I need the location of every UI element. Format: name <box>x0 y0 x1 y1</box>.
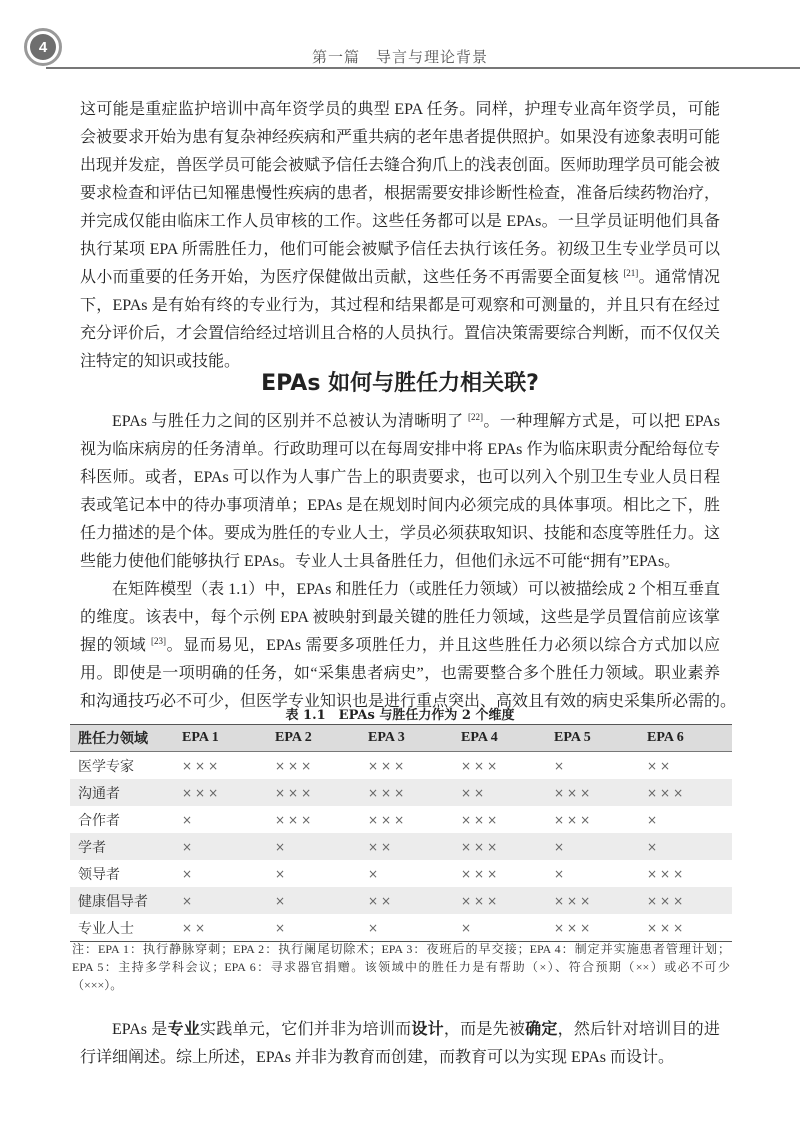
text-run: 下，EPAs 是有始有终的专业行为，其过程和结果都是可观察和可测量的，并且只有在经过 <box>80 297 720 314</box>
rating-cell: ×× <box>360 887 453 914</box>
text-run: （×××）。 <box>72 978 123 992</box>
text-run: 。一种理解方式是，可以把 EPAs <box>483 413 720 430</box>
rating-cell: × <box>647 812 661 827</box>
column-header-epa: EPA 2 <box>267 725 360 752</box>
text-run: 。显而易见，EPAs 需要多项胜任力，并且这些胜任力必须以综合方式加以应 <box>165 637 720 654</box>
text-run: 。通常情况 <box>638 269 720 286</box>
text-line <box>80 1044 720 1072</box>
bold-text: 设计 <box>411 1021 444 1038</box>
text-line <box>80 632 720 660</box>
text-run: 和沟通技巧必不可少，但医学专业知识也是进行重点突出、高效且有效的病史采集所必需的。 <box>80 693 737 710</box>
text-line <box>80 264 720 292</box>
column-header-epa: EPA 1 <box>174 725 267 752</box>
paragraph-3 <box>80 576 737 716</box>
paragraph-1 <box>80 96 720 376</box>
text-line <box>80 180 720 208</box>
competency-domain-cell: 学者 <box>70 833 174 860</box>
text-line <box>72 976 730 994</box>
text-run: 会被要求开始为患有复杂神经疾病和严重共病的老年患者提供照护。如果没有迹象表明可能 <box>80 129 721 146</box>
rating-cell: × <box>174 887 267 914</box>
citation-ref: [21] <box>623 268 639 278</box>
table-row <box>70 833 732 860</box>
text-line <box>80 292 720 320</box>
table-header-row <box>70 725 732 752</box>
column-header-domain: 胜任力领域 <box>70 725 174 752</box>
text-run: 在矩阵模型（表 1.1）中，EPAs 和胜任力（或胜任力领域）可以被描绘成 2 个相互垂直 <box>112 581 720 598</box>
rating-cell: ××× <box>639 779 732 806</box>
text-line <box>80 124 720 152</box>
rating-cell: ××× <box>368 758 408 773</box>
text-run: 用。即使是一项明确的任务，如“采集患者病史”，也需要整合多个胜任力领域。职业素养 <box>80 665 720 682</box>
rating-cell: ××× <box>275 812 315 827</box>
rating-cell: ×× <box>453 779 546 806</box>
column-header-epa: EPA 3 <box>360 725 453 752</box>
text-line <box>80 520 720 548</box>
paragraph-4 <box>80 1016 720 1072</box>
competency-domain-cell: 沟通者 <box>70 779 174 806</box>
text-line <box>80 1016 720 1044</box>
text-run: 从小而重要的任务开始，为医疗保健做出贡献，这些任务不再需要全面复核 <box>80 269 624 286</box>
text-run: 要求检查和评估已知罹患慢性疾病的患者，根据需要安排诊断性检查，准备后续药物治疗， <box>80 185 721 202</box>
rating-cell: ××× <box>546 914 639 942</box>
text-run: EPAs 是 <box>112 1021 168 1038</box>
text-run: ，然后针对培训目的进 <box>557 1021 720 1038</box>
table-row <box>70 860 732 887</box>
rating-cell: ××× <box>546 779 639 806</box>
text-line <box>80 436 720 464</box>
text-run: 注：EPA 1：执行静脉穿刺；EPA 2：执行阑尾切除术；EPA 3：夜班后的早交接；EPA 4：制定并实施患者管理计划； <box>72 942 730 956</box>
text-run: 行详细阐述。综上所述，EPAs 并非为教育而创建，而教育可以为实现 EPAs 而设计。 <box>80 1049 674 1066</box>
text-run: EPAs 与胜任力之间的区别并不总被认为清晰明了 <box>112 413 468 430</box>
rating-cell: × <box>453 914 546 942</box>
rating-cell: ××× <box>453 887 546 914</box>
rating-cell: ×× <box>647 758 674 773</box>
rating-cell: ××× <box>174 779 267 806</box>
text-run: 充分评价后，才会置信给经过培训且合格的人员执行。置信决策需要综合判断，而不仅仅关 <box>80 325 721 342</box>
text-line <box>80 548 720 576</box>
rating-cell: × <box>554 866 568 881</box>
text-run: 些能力使他们能够执行 EPAs。专业人士具备胜任力，但他们永远不可能“拥有”EPAs。 <box>80 553 681 570</box>
rating-cell: × <box>368 866 382 881</box>
table-row <box>70 779 732 806</box>
text-run: 握的领域 <box>80 637 151 654</box>
competency-domain-cell: 健康倡导者 <box>70 887 174 914</box>
rating-cell: × <box>554 758 568 773</box>
rating-cell: × <box>182 866 196 881</box>
page-number: 4 <box>30 34 56 60</box>
rating-cell: ××× <box>275 758 315 773</box>
column-header-epa: EPA 5 <box>546 725 639 752</box>
citation-ref: [23] <box>150 636 166 646</box>
rating-cell: ××× <box>647 866 687 881</box>
rating-cell: ××× <box>554 812 594 827</box>
rating-cell: ××× <box>461 758 501 773</box>
competency-epa-table <box>70 724 732 942</box>
text-line <box>80 492 720 520</box>
text-line <box>72 940 730 958</box>
text-run: 视为临床病房的任务清单。行政助理可以在每周安排中将 EPAs 作为临床职责分配给每位专 <box>80 441 720 458</box>
text-line <box>80 464 720 492</box>
paragraph-2 <box>80 408 720 576</box>
text-line <box>80 96 720 124</box>
rating-cell: × <box>174 833 267 860</box>
rating-cell: ××× <box>182 758 222 773</box>
competency-domain-cell: 领导者 <box>78 867 120 883</box>
text-run: 表或笔记本中的待办事项清单；EPAs 是在规划时间内必须完成的具体事项。相比之下，胜 <box>80 497 720 514</box>
citation-ref: [22] <box>468 412 483 422</box>
rating-cell: × <box>267 914 360 942</box>
table-caption: 表 1.1 EPAs 与胜任力作为 2 个维度 <box>285 708 515 723</box>
text-run: 执行某项 EPA 所需胜任力，他们可能会被赋予信任去执行该任务。初级卫生专业学员可以 <box>80 241 720 258</box>
text-run: 的维度。该表中，每个示例 EPA 被映射到最关键的胜任力领域，这些是学员置信前应该掌 <box>80 609 720 626</box>
header-rule <box>46 67 800 69</box>
rating-cell: ××× <box>461 812 501 827</box>
table-note <box>72 940 730 994</box>
rating-cell: × <box>639 833 732 860</box>
text-line <box>80 320 720 348</box>
text-run: ，而是先被 <box>443 1021 526 1038</box>
text-run: 实践单元，它们并非为培训而 <box>200 1021 412 1038</box>
table-row <box>70 752 732 780</box>
rating-cell: × <box>360 914 453 942</box>
rating-cell: × <box>267 833 360 860</box>
text-run: 出现并发症，兽医学员可能会被赋予信任去缝合狗爪上的浅表创面。医师助理学员可能会被 <box>80 157 721 174</box>
rating-cell: × <box>546 833 639 860</box>
text-line <box>80 576 720 604</box>
rating-cell: ××× <box>639 914 732 942</box>
text-run: 这可能是重症监护培训中高年资学员的典型 EPA 任务。同样，护理专业高年资学员，可能 <box>80 101 720 118</box>
rating-cell: ××× <box>453 833 546 860</box>
column-header-epa: EPA 6 <box>639 725 732 752</box>
rating-cell: × <box>182 812 196 827</box>
running-header-title: 第一篇 导言与理论背景 <box>311 48 488 66</box>
section-heading: EPAs 如何与胜任力相关联? <box>261 371 539 396</box>
text-line <box>80 152 720 180</box>
table-row <box>70 806 732 833</box>
text-run: 注特定的知识或技能。 <box>80 353 241 370</box>
bold-text: 专业 <box>167 1021 201 1038</box>
competency-domain-cell: 专业人士 <box>70 914 174 942</box>
text-line <box>80 236 720 264</box>
column-header-epa: EPA 4 <box>453 725 546 752</box>
text-line <box>80 208 720 236</box>
bold-text: 确定 <box>525 1021 558 1038</box>
text-run: 科医师。或者，EPAs 可以作为人事广告上的职责要求，也可以列入个别卫生专业人员日程 <box>80 469 720 486</box>
table-row <box>70 914 732 942</box>
text-run: EPA 5：主持多学科会议；EPA 6：寻求器官捐赠。该领域中的胜任力是有帮助（×）、符合预期（××）或必不可少 <box>72 960 730 974</box>
rating-cell: ××× <box>461 866 501 881</box>
rating-cell: ××× <box>360 779 453 806</box>
rating-cell: × <box>267 887 360 914</box>
table-row <box>70 887 732 914</box>
text-line <box>80 408 720 436</box>
rating-cell: ××× <box>267 779 360 806</box>
rating-cell: ××× <box>546 887 639 914</box>
text-line <box>72 958 730 976</box>
text-line <box>80 604 720 632</box>
rating-cell: ××× <box>368 812 408 827</box>
text-run: 并完成仅能由临床工作人员审核的工作。这些任务都可以是 EPAs。一旦学员证明他们具备 <box>80 213 720 230</box>
text-run: 任力描述的是个体。要成为胜任的专业人士，学员必须获取知识、技能和态度等胜任力。这 <box>80 525 721 542</box>
competency-domain-cell: 医学专家 <box>78 759 134 775</box>
rating-cell: × <box>275 866 289 881</box>
rating-cell: ×× <box>174 914 267 942</box>
rating-cell: ××× <box>639 887 732 914</box>
text-line <box>80 660 720 688</box>
competency-domain-cell: 合作者 <box>78 813 120 829</box>
rating-cell: ×× <box>360 833 453 860</box>
